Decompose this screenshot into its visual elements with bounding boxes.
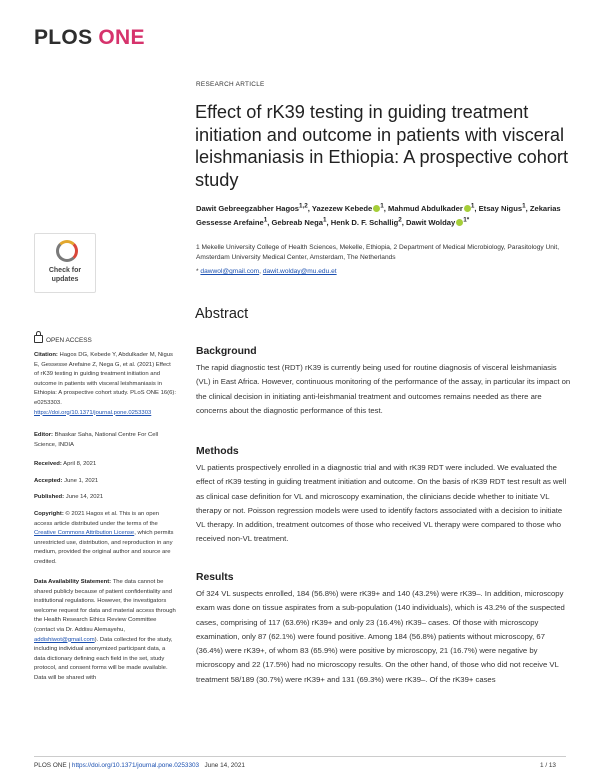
published-block: Published: June 14, 2021 bbox=[34, 494, 104, 500]
author: Henk D. F. Schallig$^2$, bbox=[330, 216, 407, 227]
author: Gebreab Nega$^1$, bbox=[271, 216, 331, 227]
logo-plos: PLOS bbox=[34, 26, 93, 49]
data-availability-block: Data Availability Statement: The data cannot be shared publicly because of patient confidentiality and institutional regulations. However, the investigators welcome request for data and material access through the Health Research Ethics Review Committee (contact via Dr. Addisu Alemayehu, addishiwot@gmail.com). Data collected for the study, including individual anonymized participant data, a data dictionary defining each field in the set, study protocol, and consent forms will be made available. Data will be shared with bbox=[34, 579, 176, 681]
journal-logo bbox=[34, 26, 145, 50]
email-link-1[interactable]: dawwol@gmail.com bbox=[200, 268, 260, 275]
results-heading: Results bbox=[196, 572, 234, 583]
methods-text: VL patients prospectively enrolled in a diagnostic trial and with rK39 RDT were included. We evaluated the effect of rK39 testing in guiding treatment initiation and outcome. On the basis of rK39 RDT test result as well as clinical case definition for VL and microscopy examination, the clinicians decide whether to initiate VL therapy or not. Poisson regression models were used to identify factors associated with a decision to initiate VL therapy. In addition, treatment outcomes of those who received VL therapy were compared to those who received non-VL treatment. bbox=[196, 463, 567, 544]
correspondence: * dawwol@gmail.com, dawit.wolday@mu.edu.et bbox=[196, 268, 337, 275]
contact-email-link[interactable]: addishiwot@gmail.com bbox=[34, 636, 95, 643]
accepted-block: Accepted: June 1, 2021 bbox=[34, 478, 99, 484]
citation-doi-link[interactable]: https://doi.org/10.1371/journal.pone.0253303 bbox=[34, 409, 152, 416]
footer-divider bbox=[34, 756, 566, 757]
affiliations: 1 Mekelle University College of Health Sciences, Mekelle, Ethiopia, 2 Department of Medical Microbiology, Parasitology Unit, Amsterdam University Medical Center, Amsterdam, The Netherlands bbox=[196, 244, 560, 261]
author: Dawit Gebreegzabher Hagos$^{1,2}$, bbox=[196, 202, 312, 213]
article-title: Effect of rK39 testing in guiding treatment initiation and outcome in patients with visceral leishmaniasis in Ethiopia: A prospective cohort study bbox=[195, 102, 569, 190]
editor-block: Editor: Bhaskar Saha, National Centre For Cell Science, INDIA bbox=[34, 432, 159, 448]
author-list bbox=[196, 200, 576, 228]
refresh-icon bbox=[56, 240, 78, 262]
lock-open-icon bbox=[34, 335, 43, 343]
email-link-2[interactable]: dawit.wolday@mu.edu.et bbox=[262, 268, 337, 275]
citation-block: Citation: Hagos DG, Kebede Y, Abdulkader M, Nigus E, Gessesse Arefaine Z, Nega G, et al. (2021) Effect of rK39 testing in guiding treatment initiation and outcome in patients with visceral leishmaniasis in Ethiopia: A prospective cohort study. PLoS ONE 16(6): e0253303. https://doi.org/10.1371/journal.pone.0253303 bbox=[34, 352, 176, 416]
page-number: 1 / 13 bbox=[540, 762, 556, 769]
logo-one: ONE bbox=[98, 26, 145, 49]
methods-heading: Methods bbox=[196, 446, 239, 457]
badge-line2: updates bbox=[51, 276, 79, 283]
author: Zekarias Gessesse Arefaine$^1$, bbox=[196, 203, 561, 227]
results-text: Of 324 VL suspects enrolled, 184 (56.8%) were rK39+ and 140 (43.2%) were rK39–. In addition, microscopy exam was done on tissue aspirates from a sub-population (140 individuals), which is 43.2% of the suspected cases, comprising of 117 (63.6%) rK39+ and only 23 (16.4%) rK39– cases. Of those with microscopy examination, only 87 (62.1%) were found positive. Among 184 (56.8%) patients without microscopy, 67 (36.4%) were rK39+, of whom 83 (65.9%) were positive by microscopy, 21 (16.7%) were negative by microscopy and 22 (17.5%) had no microscopy results. On the other hand, of those who did not receive VL treatment 58/189 (30.7%) were rK39+ and 131 (69.3%) were rK39–. Of the rK39+ cases bbox=[196, 589, 565, 684]
badge-line1: Check for bbox=[48, 267, 82, 274]
received-block: Received: April 8, 2021 bbox=[34, 461, 97, 467]
article-type: RESEARCH ARTICLE bbox=[196, 81, 265, 88]
author: Mahmud Abdulkader $^1$, bbox=[388, 202, 479, 213]
author: Etsay Nigus$^1$, bbox=[478, 202, 530, 213]
footer-info: PLOS ONE | https://doi.org/10.1371/journal.pone.0253303 June 14, 2021 bbox=[34, 762, 245, 769]
footer-doi-link[interactable]: https://doi.org/10.1371/journal.pone.0253303 bbox=[71, 762, 200, 769]
author: Dawit Wolday $^{1*}$ bbox=[406, 216, 470, 227]
background-text: The rapid diagnostic test (RDT) rK39 is currently being used for routine diagnosis of visceral leishmaniasis (VL) in East Africa. However, continuous monitoring of the performance of the assay, in particular its impact on the clinical decision in initiating anti-leishmanial treatment and outcomes remains needed as there are concerns about the diagnostic performance of this test. bbox=[196, 363, 571, 415]
author: Yazezew Kebede $^1$, bbox=[311, 202, 388, 213]
license-link[interactable]: Creative Commons Attribution License bbox=[34, 530, 135, 537]
orcid-icon[interactable] bbox=[464, 205, 471, 212]
copyright-block: Copyright: © 2021 Hagos et al. This is an open access article distributed under the terms of the Creative Commons Attribution License, which permits unrestricted use, distribution, and reproduction in any medium, provided the original author and source are credited. bbox=[34, 511, 174, 565]
check-for-updates-badge[interactable] bbox=[34, 233, 96, 293]
open-access-label: OPEN ACCESS bbox=[34, 335, 92, 344]
background-heading: Background bbox=[196, 346, 257, 357]
abstract-heading: Abstract bbox=[195, 306, 249, 322]
